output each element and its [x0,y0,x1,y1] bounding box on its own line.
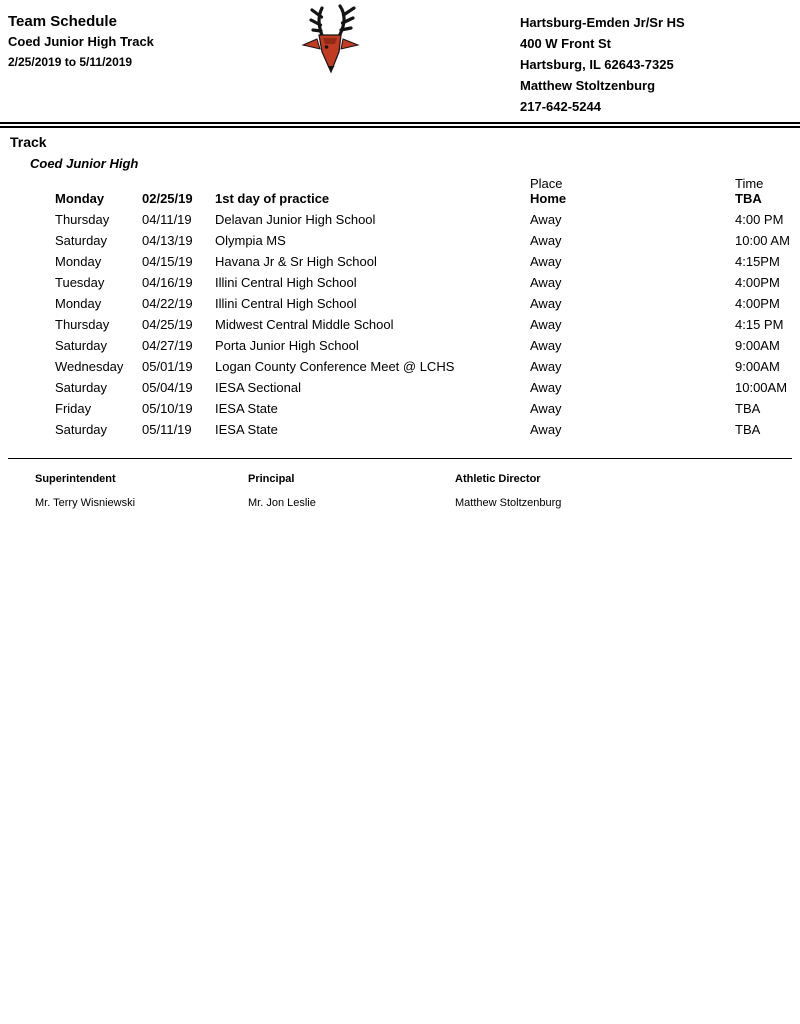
row-date: 04/16/19 [142,275,193,290]
row-date: 02/25/19 [142,191,193,206]
first-practice-row [55,191,795,212]
row-event: Delavan Junior High School [215,212,376,227]
row-day: Wednesday [55,359,124,374]
date-range: 2/25/2019 to 5/11/2019 [8,55,133,69]
row-time: 4:00 PM [735,212,784,227]
schedule-row [55,296,795,317]
row-date: 04/13/19 [142,233,193,248]
row-event: Porta Junior High School [215,338,359,353]
row-time: 9:00AM [735,338,780,353]
row-day: Thursday [55,317,110,332]
official-name: Matthew Stoltzenburg [455,497,562,509]
schedule-row [55,212,795,233]
row-day: Tuesday [55,275,105,290]
official-title: Superintendent [35,473,116,485]
row-day: Monday [55,191,105,206]
row-event: Logan County Conference Meet @ LCHS [215,359,455,374]
schedule-row [55,380,795,401]
schedule-row [55,254,795,275]
row-date: 05/01/19 [142,359,193,374]
row-date: 04/22/19 [142,296,193,311]
row-time: 9:00AM [735,359,780,374]
table-header-row [55,176,795,191]
row-date: 05/11/19 [142,422,192,437]
row-place: Away [530,275,562,290]
col-header-place: Place [530,176,563,191]
schedule-row [55,317,795,338]
schedule-row [55,359,795,380]
header-left-block [8,12,154,72]
row-day: Saturday [55,233,108,248]
row-day: Thursday [55,212,110,227]
row-event: Havana Jr & Sr High School [215,254,377,269]
row-time: TBA [735,191,762,206]
row-place: Away [530,401,562,416]
row-place: Away [530,380,562,395]
schedule-table [55,176,795,443]
school-name: Hartsburg-Emden Jr/Sr HS [520,15,685,30]
row-place: Away [530,422,562,437]
team-title: Coed Junior High Track [8,34,154,49]
row-date: 05/10/19 [142,401,193,416]
row-event: Illini Central High School [215,275,357,290]
row-day: Friday [55,401,92,416]
row-event: Olympia MS [215,233,286,248]
row-event: Midwest Central Middle School [215,317,394,332]
row-time: TBA [735,401,761,416]
row-date: 04/15/19 [142,254,193,269]
school-address-line1: 400 W Front St [520,36,612,51]
row-time: TBA [735,422,761,437]
row-event: 1st day of practice [215,191,330,206]
row-event: IESA State [215,401,278,416]
row-date: 05/04/19 [142,380,193,395]
schedule-row [55,338,795,359]
row-place: Away [530,233,562,248]
row-place: Away [530,338,562,353]
school-info-block [520,12,685,117]
row-day: Saturday [55,422,108,437]
official-athletic-director [455,473,775,509]
row-time: 4:00PM [735,275,780,290]
stag-mascot-logo-icon [293,4,367,80]
row-event: Illini Central High School [215,296,357,311]
school-phone: 217-642-5244 [520,99,601,114]
row-place: Away [530,296,562,311]
schedule-row [55,233,795,254]
row-time: 10:00AM [735,380,788,395]
row-place: Away [530,212,562,227]
official-principal [248,473,455,509]
row-day: Monday [55,254,102,269]
school-contact-name: Matthew Stoltzenburg [520,78,656,93]
row-day: Saturday [55,380,108,395]
officials-block [35,473,775,509]
row-time: 10:00 AM [735,233,790,248]
row-date: 04/27/19 [142,338,193,353]
team-level-label: Coed Junior High [30,156,139,171]
official-name: Mr. Jon Leslie [248,497,316,509]
schedule-row [55,422,795,443]
row-time: 4:00PM [735,296,780,311]
row-event: IESA Sectional [215,380,301,395]
header-divider [0,122,800,128]
official-superintendent [35,473,248,509]
row-time: 4:15 PM [735,317,784,332]
row-time: 4:15PM [735,254,780,269]
row-day: Saturday [55,338,108,353]
page-title: Team Schedule [8,13,117,30]
footer-divider [8,458,792,459]
official-title: Principal [248,473,295,485]
row-date: 04/11/19 [142,212,192,227]
schedule-row [55,275,795,296]
school-address-line2: Hartsburg, IL 62643-7325 [520,57,674,72]
row-event: IESA State [215,422,278,437]
official-name: Mr. Terry Wisniewski [35,497,136,509]
schedule-rows [55,212,795,443]
row-place: Home [530,191,567,206]
row-date: 04/25/19 [142,317,193,332]
row-place: Away [530,254,562,269]
row-place: Away [530,317,562,332]
sport-section-title: Track [10,134,47,150]
row-day: Monday [55,296,102,311]
schedule-row [55,401,795,422]
row-place: Away [530,359,562,374]
col-header-time: Time [735,176,764,191]
official-title: Athletic Director [455,473,541,485]
